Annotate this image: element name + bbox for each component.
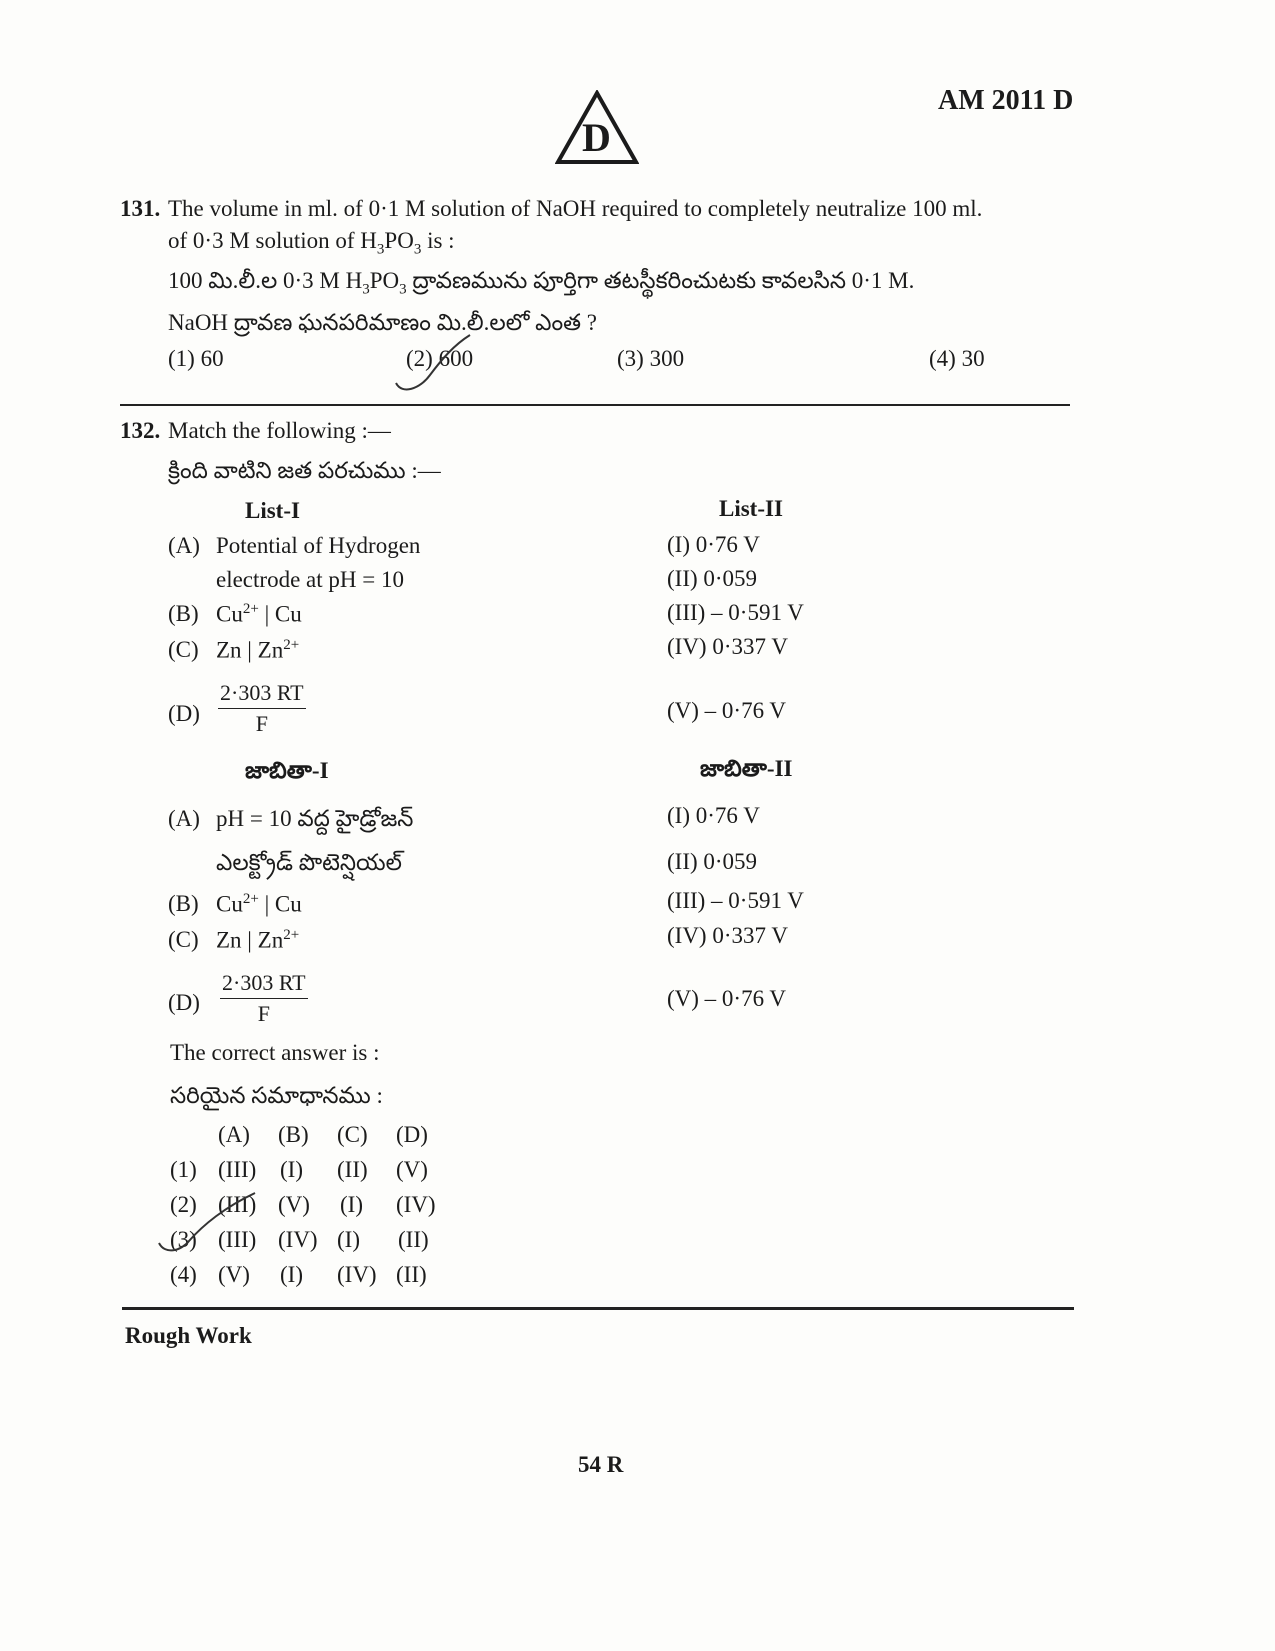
te-list2-item-3: (III) – 0·591 V [667,888,804,913]
list2-item-4: (IV) 0·337 V [667,634,788,659]
answer-option-1[interactable]: (1) [170,1157,197,1182]
pen-tick-icon [390,315,480,395]
answer-col-c: (C) [337,1122,368,1147]
q132-number: 132. [120,418,161,443]
booklet-triangle [555,90,639,166]
q131-option-2[interactable]: (2) 600 [406,346,474,371]
te-list2-item-1: (I) 0·76 V [667,803,760,828]
answer-option-4[interactable]: (4) [170,1262,197,1287]
fraction-numerator: 2·303 RT [218,680,306,709]
te-item-a-label: (A) [168,806,200,831]
correct-answer-telugu: సరియైన సమాధానము : [170,1083,383,1108]
te-item-c-text: Zn | $Zn^{2+}$ [216,927,300,953]
te-item-c-label: (C) [168,927,199,952]
answer-cell: (III) [218,1192,257,1217]
answer-option-2[interactable]: (2) [170,1192,197,1217]
list2-header: List-II [719,496,783,521]
answer-cell: (II) [396,1262,427,1287]
q131-option-3[interactable]: (3) 300 [617,346,685,371]
list2-item-5: (V) – 0·76 V [667,698,787,723]
page-number: 54 R [578,1452,624,1477]
answer-cell: (V) [278,1192,310,1217]
divider-q131 [120,404,1070,406]
q131-number: 131. [120,196,161,221]
te-item-b-label: (B) [168,891,199,916]
q131-telugu-line2: NaOH ద్రావణ ఘనపరిమాణం మి.లీ.లలో ఎంత ? [168,310,597,335]
te-list2-item-5: (V) – 0·76 V [667,986,787,1011]
list1-header: List-I [245,498,300,523]
answer-cell: (IV) [396,1192,436,1217]
q131-option-1[interactable]: (1) 60 [168,346,224,371]
fraction-denominator: F [255,711,268,736]
correct-answer-english: The correct answer is : [170,1040,380,1065]
q131-english-line1: The volume in ml. of 0·1 M solution of NaOH required to completely neutralize 100 ml. [168,196,983,221]
q132-title-english: Match the following :— [168,418,391,443]
answer-cell: (I) [340,1192,363,1217]
list2-item-3: (III) – 0·591 V [667,600,804,625]
booklet-code: AM 2011 D [938,85,1074,116]
answer-cell: (IV) [278,1227,318,1252]
fraction-numerator: 2·303 RT [220,970,308,999]
list2-header-telugu: జాబితా-II [700,756,793,781]
answer-cell: (V) [396,1157,428,1182]
answer-cell: (I) [280,1262,303,1287]
fraction-denominator: F [257,1001,270,1026]
item-d-label: (D) [168,701,200,726]
answer-option-3[interactable]: (3) [170,1227,197,1252]
answer-cell: (II) [337,1157,368,1182]
item-b-text: $Cu^{2+}$ | Cu [216,601,302,627]
list2-item-1: (I) 0·76 V [667,532,760,557]
answer-cell: (III) [218,1157,257,1182]
answer-cell: (I) [280,1157,303,1182]
answer-cell: (IV) [337,1262,377,1287]
answer-cell: (III) [218,1227,257,1252]
item-c-text: Zn | $Zn^{2+}$ [216,637,300,663]
q131-option-4[interactable]: (4) 30 [929,346,985,371]
item-b-label: (B) [168,601,199,626]
rough-work-label: Rough Work [125,1323,252,1348]
pen-tick-icon [155,1185,265,1265]
q131-english-line2: of 0·3 M solution of $H_3PO_3$ is : [168,228,455,258]
te-list2-item-2: (II) 0·059 [667,849,758,874]
te-item-d-label: (D) [168,990,200,1015]
booklet-letter: D [582,115,611,160]
answer-cell: (V) [218,1262,250,1287]
answer-cell: (I) [337,1227,360,1252]
te-item-d-fraction [220,970,308,1027]
te-item-a-text-line2: ఎలక్ట్రోడ్ పొటెన్షియల్ [216,850,402,875]
te-item-b-text: $Cu^{2+}$ | Cu [216,891,302,917]
item-a-label: (A) [168,533,200,558]
answer-col-d: (D) [396,1122,428,1147]
answer-col-b: (B) [278,1122,309,1147]
item-a-text-line1: Potential of Hydrogen [216,533,421,558]
item-a-text-line2: electrode at pH = 10 [216,567,404,592]
answer-cell: (II) [398,1227,429,1252]
list1-header-telugu: జాబితా-I [245,758,329,783]
divider-rough-work [122,1307,1074,1310]
answer-col-a: (A) [218,1122,250,1147]
q131-telugu-line1: 100 మి.లీ.ల 0·3 M $H_3PO_3$ ద్రావణమును పూర్తిగా తటస్థీకరించుటకు కావలసిన 0·1 M. [168,268,915,298]
q132-title-telugu: క్రింది వాటిని జత పరచుము :— [168,458,441,483]
te-item-a-text-line1: pH = 10 వద్ద హైడ్రోజన్ [216,806,414,831]
item-d-fraction [218,680,306,737]
te-list2-item-4: (IV) 0·337 V [667,923,788,948]
list2-item-2: (II) 0·059 [667,566,758,591]
item-c-label: (C) [168,637,199,662]
